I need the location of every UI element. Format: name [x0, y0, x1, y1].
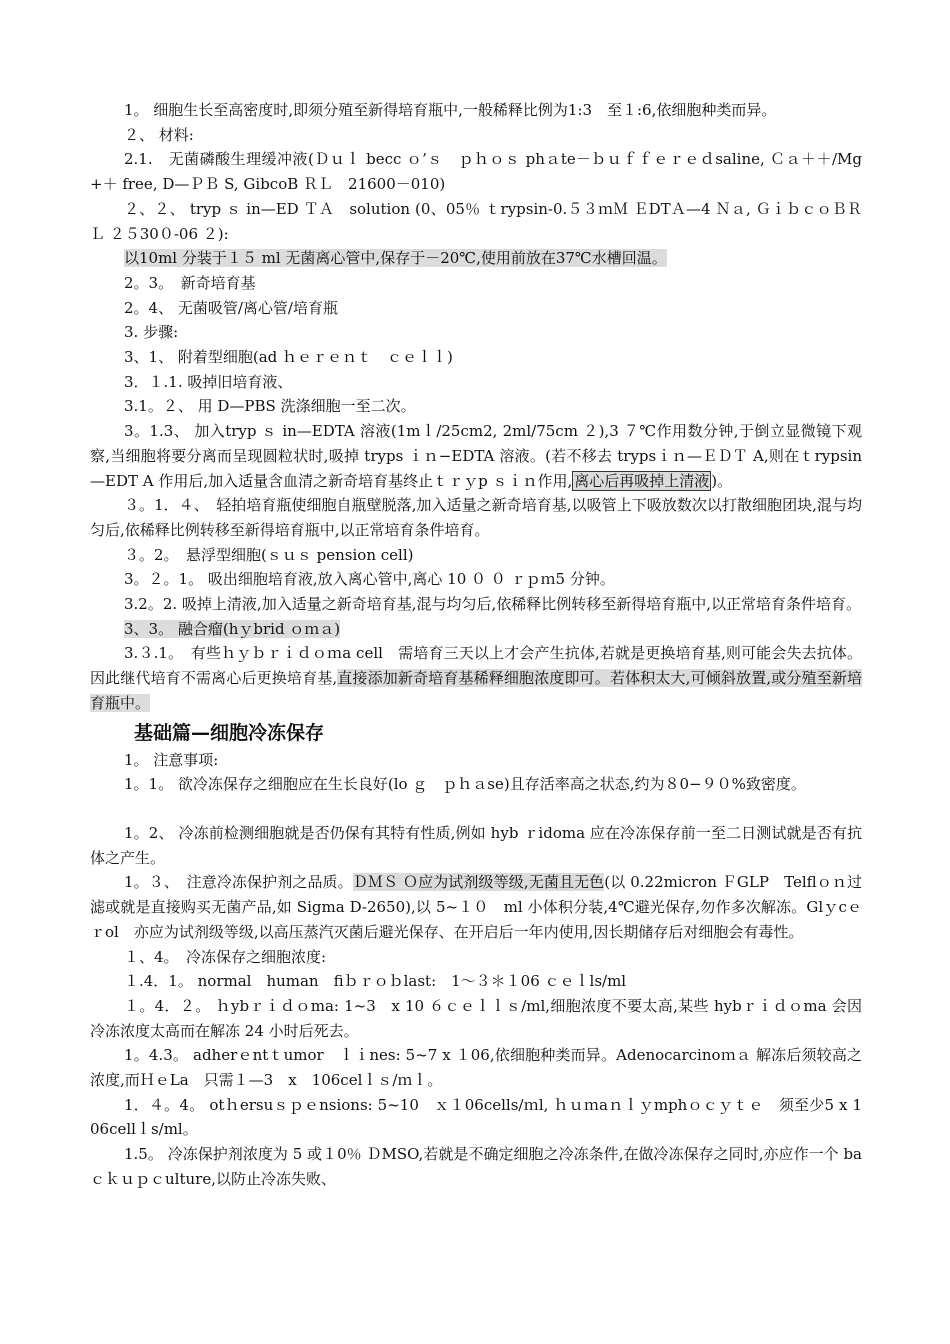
concentration-fibroblast: １.4．1。 normal human fiｂｒｏｂlast: 1～３＊１06 ｃｅｌls/ml: [124, 972, 627, 991]
section-steps: 3. 步骤:: [124, 323, 179, 342]
paragraph-aliquot-storage: [90, 246, 862, 271]
section-adherent-cells: 3、1、 附着型细胞(ad ｈｅｒｅｎｔ ｃｅｌｌ): [124, 348, 453, 367]
boxed-text: 离心后再吸掉上清液: [574, 471, 710, 490]
note-log-phase: 1。1。 欲冷冻保存之细胞应在生长良好(lo ｇ ｐｈａse)且存活率高之状态,约为８0−９０%致密度。: [124, 775, 806, 794]
highlighted-text: 3、3。 融合瘤(hｙbrid ｏｍａ): [124, 619, 341, 638]
concentration-suspensions: 1．４。4。 otｈersuｓｐｅnsions: 5~10 ｘ１06cells/ｍl, ｈｕｍaｎｌｙmphｏｃｙｔｅ 须至少5 x 106cellｌs/ml。: [90, 1095, 862, 1139]
paragraph-trypsin-edta: ２、２、 tryp ｓ in—ED ＴＡ solution (0、05％ ｔrypsin-0.５３ｍＭ ＥDTＡ—4 Ｎａ, ＧｉｂｃｏＢＲＬ ２５30０-06 ２):: [90, 199, 862, 243]
step-remove-medium: 3．１.1. 吸掉旧培育液、: [124, 372, 293, 391]
step-wash-dpbs: 3.1。２、 用 D—PBS 洗涤细胞一至二次。: [124, 397, 416, 416]
section-hybridoma: [90, 617, 862, 642]
section-materials: ２、 材料:: [124, 125, 194, 144]
paragraph-subculture-intro: 1。 细胞生长至高密度时,即须分殖至新得培育瓶中,一般稀释比例为1:3 至１:6,依细胞种类而异。: [124, 101, 777, 119]
step-hybridoma-note: 3.３.1。 有些ｈｙｂｒｉｄｏｍa cell 需培育三天以上才会产生抗体,若就是更换培育基,则可能会失去抗体。因此继代培育不需离心后更换培育基,直接添加新奇培育基稀释细胞浓度即可。若体积太大,可倾斜放置,或分殖至新培育瓶中。: [90, 644, 862, 712]
blank-line: [90, 797, 862, 821]
paragraph-fresh-medium: 2。3。 新奇培育基: [124, 273, 256, 292]
step-resuspend: 3.2。2. 吸掉上清液,加入适量之新奇培育基,混与均匀后,依稀释比例转移至新得培育瓶中,以正常培育条件培育。: [124, 595, 862, 614]
concentration-hybridoma: １。4．２。 ｈybｒｉｄｏma: 1~3 x 10 ６ｃｅｌｌｓ/ml,细胞浓度不要太高,某些 hybｒｉｄｏma 会因冷冻浓度太高而在解冻 24 小时后死去。: [90, 996, 862, 1040]
paragraph-pipettes: 2。4、 无菌吸管/离心管/培育瓶: [124, 298, 338, 317]
note-cell-concentration: １、4。 冷冻保存之细胞浓度:: [124, 947, 327, 966]
highlighted-text: 以10ml 分装于１５ ml 无菌离心管中,保存于－20℃,使用前放在37℃水槽回温。: [124, 249, 667, 268]
step-add-trypsin: 3。1.3、 加入tryp ｓ in—EDTA 溶液(1mｌ/25cm2, 2ml/75cm ２),3 ７℃作用数分钟,于倒立显微镜下观察,当细胞将要分离而呈现圆粒状时,吸掉 tryps ｉｎ−EDTA 溶液。(若不移去 trypsｉｎ—ＥＤＴ A,则在ｔrypsin—EDT A 作用后,加入适量含血清之新奇培育基终止ｔｒｙp ｓｉｎ作用, 离心后再吸掉上清液 )。: [90, 422, 862, 490]
step-tap-flask: ３。1．４、 轻拍培育瓶使细胞自瓶壁脱落,加入适量之新奇培育基,以吸管上下吸放数次以打散细胞团块,混与均匀后,依稀释比例转移至新得培育瓶中,以正常培育条件培育。: [90, 496, 862, 539]
concentration-tumor-lines: 1。4.3。 adherｅntｔumor ｌｉnes: 5~7 x １06,依细胞种类而异。Adenocarcinoｍａ 解冻后须较高之浓度,而ＨｅLa 只需１—3 x 106celｌｓ/ｍｌ。: [90, 1046, 862, 1090]
paragraph-dpbs: 2.1. 无菌磷酸生理缓冲液(Ｄｕｌ becc ｏ’ｓ ｐｈｏｓ phａte－ｂｕｆｆｅｒｅｄsaline, Ｃａ＋＋/Mg+＋ free, D—ＰＢ S, GibcoB ＲＬ 21600－010): [90, 150, 862, 194]
section-notes: 1。 注意事项:: [124, 750, 219, 769]
section-suspension-cells: ３。2。 悬浮型细胞(ｓｕｓ pension cell): [124, 545, 414, 564]
note-check-properties: 1。2、 冷冻前检测细胞就是否仍保有其特有性质,例如 hyb ｒidoma 应在冷冻保存前一至二日测试就是否有抗体之产生。: [90, 823, 862, 867]
note-cryoprotectant-concentration: 1.5。 冷冻保护剂浓度为 5 或１0％ ＤMSO,若就是不确定细胞之冷冻条件,在做冷冻保存之同时,亦应作一个 baｃｋｕｐｃulture,以防止冷冻失败、: [90, 1145, 862, 1188]
highlighted-text: ＤＭＳ Ｏ应为试剂级等级,无菌且无色: [352, 873, 605, 892]
document-page: [90, 98, 862, 1192]
highlighted-text: 直接添加新奇培育基稀释细胞浓度即可。若体积太大,可倾斜放置,或分殖至新培育瓶中。: [90, 669, 862, 712]
step-centrifuge: 3。２。1。 吸出细胞培育液,放入离心管中,离心 10 ０ ０ ｒｐｍ5 分钟。: [124, 570, 615, 589]
section-heading: 基础篇—细胞冷冻保存: [134, 721, 325, 744]
note-cryoprotectant-quality: 1。３、 注意冷冻保护剂之品质。ＤＭＳ Ｏ应为试剂级等级,无菌且无色(以 0.22micron ＦGLP Telflｏｎ过滤或就是直接购买无菌产品,如 Sigma D-2650),以 5~１０ ml 小体积分装,4℃避光保存,勿作多次解冻。Glｙcｅｒol 亦应为试剂级等级,以高压蒸汽灭菌后避光保存、在开启后一年内使用,因长期储存后对细胞会有毒性。: [90, 873, 862, 941]
